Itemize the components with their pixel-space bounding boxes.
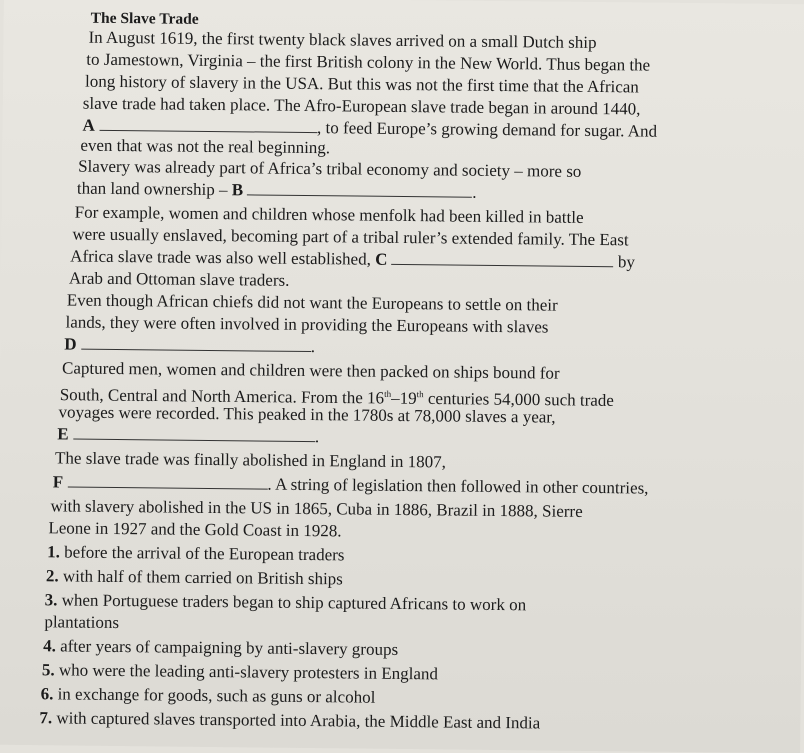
passage-line-22: with slavery abolished in the US in 1865, Cuba in 1886, Brazil in 1888, Sierre — [50, 496, 583, 521]
gap-f-line — [53, 472, 649, 498]
gap-f-after: . A string of legislation then followed in other countries, — [267, 474, 649, 498]
passage-line-10: were usually enslaved, becoming part of a tribal ruler’s extended family. The East — [72, 224, 629, 250]
gap-d-label: D — [64, 334, 77, 354]
passage-line-20: The slave trade was finally abolished in England in 1807, — [55, 448, 447, 472]
passage-line-4: slave trade had taken place. The Afro-European slave trade began in around 1440, — [82, 93, 641, 119]
gap-e-line — [57, 424, 319, 447]
gap-a-label: A — [82, 115, 95, 135]
gap-d-after: . — [310, 337, 316, 357]
passage-line-23: Leone in 1927 and the Gold Coast in 1928. — [48, 518, 342, 541]
option-3: 3. when Portuguese traders began to ship captured Africans to work on — [44, 590, 527, 615]
passage-line-2: to Jamestown, Virginia – the first British colony in the New World. Thus began the — [86, 49, 651, 75]
gap-f-blank[interactable] — [67, 473, 267, 490]
option-4: 4. after years of campaigning by anti-slavery groups — [43, 636, 399, 659]
option-1: 1. before the arrival of the European traders — [47, 542, 345, 565]
passage-line-12: Arab and Ottoman slave traders. — [68, 268, 290, 290]
passage-line-9: For example, women and children whose menfolk had been killed in battle — [74, 202, 584, 227]
gap-d-blank[interactable] — [81, 335, 311, 352]
gap-b-before: than land ownership – — [76, 178, 232, 200]
gap-c-before: Africa slave trade was also well established, — [70, 246, 376, 269]
gap-c-label: C — [375, 249, 388, 269]
passage-line-6: even that was not the real beginning. — [80, 135, 331, 158]
gap-e-label: E — [57, 424, 69, 444]
option-7: 7. with captured slaves transported into Arabia, the Middle East and India — [39, 708, 541, 733]
passage-line-17: South, Central and North America. From the 16th–19th centuries 54,000 such trade — [59, 385, 614, 410]
passage-line-3: long history of slavery in the USA. But this was not the first time that the African — [84, 71, 639, 97]
gap-e-after: . — [314, 427, 320, 447]
gap-f-label: F — [52, 472, 64, 492]
gap-d-line — [64, 334, 315, 357]
passage-line-16: Captured men, women and children were then packed on ships bound for — [61, 358, 560, 383]
gap-c-blank[interactable] — [392, 250, 614, 267]
option-2: 2. with half of them carried on British ships — [45, 566, 343, 589]
gap-b-line — [77, 179, 477, 203]
page-title: The Slave Trade — [90, 9, 199, 28]
passage-line-7: Slavery was already part of Africa’s tribal economy and society – more so — [78, 156, 582, 181]
gap-b-after: . — [472, 182, 477, 202]
option-5: 5. who were the leading anti-slavery protesters in England — [41, 660, 439, 684]
gap-a-blank[interactable] — [99, 116, 317, 133]
gap-b-blank[interactable] — [247, 180, 472, 197]
passage-line-1: In August 1619, the first twenty black slaves arrived on a small Dutch ship — [88, 27, 597, 53]
gap-c-after: by — [617, 252, 636, 272]
gap-b-label: B — [231, 180, 244, 200]
passage-line-13: Even though African chiefs did not want the Europeans to settle on their — [66, 290, 558, 315]
passage-line-18: voyages were recorded. This peaked in the 1780s at 78,000 slaves a year, — [58, 402, 556, 427]
gap-e-blank[interactable] — [73, 425, 315, 443]
option-6: 6. in exchange for goods, such as guns or alcohol — [40, 684, 376, 707]
passage-line-14: lands, they were often involved in providing the Europeans with slaves — [65, 312, 549, 337]
gap-a-after: , to feed Europe’s growing demand for sugar. And — [317, 118, 658, 141]
option-3-continuation: plantations — [44, 612, 120, 633]
